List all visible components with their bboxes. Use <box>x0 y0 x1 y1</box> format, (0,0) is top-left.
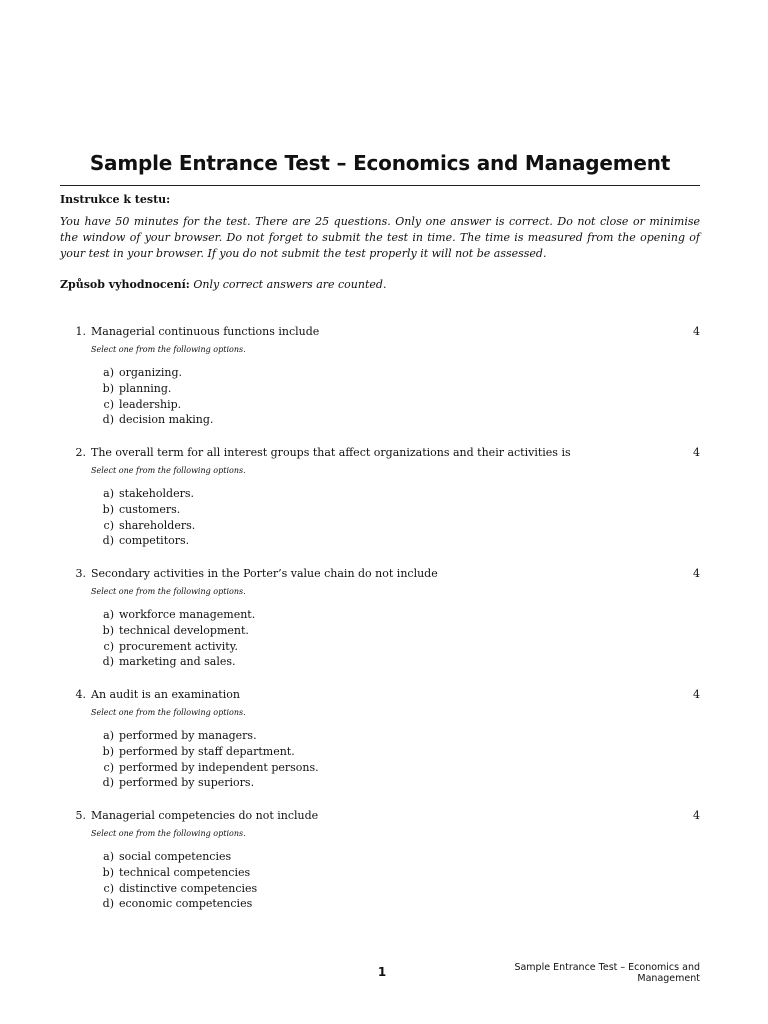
option-b[interactable] <box>60 502 700 518</box>
question-points: 4 <box>693 688 700 701</box>
question-number: 4. <box>75 688 86 701</box>
option-list <box>60 365 700 428</box>
option-text: procurement activity. <box>119 639 238 653</box>
option-letter: b) <box>102 623 114 637</box>
option-text: performed by staff department. <box>119 744 295 758</box>
option-text: social competencies <box>119 850 232 863</box>
option-b[interactable] <box>60 744 700 760</box>
question-number: 2. <box>75 446 86 459</box>
footer-title <box>500 962 700 984</box>
option-letter: b) <box>102 502 114 516</box>
question-points: 4 <box>693 446 700 459</box>
option-b[interactable] <box>60 623 700 639</box>
option-letter: c) <box>103 639 114 653</box>
option-letter: c) <box>103 397 114 411</box>
option-letter: b) <box>102 381 114 395</box>
question-header <box>60 445 700 461</box>
question-header <box>60 808 700 824</box>
option-list <box>60 607 700 670</box>
option-a[interactable] <box>60 365 700 381</box>
question-2 <box>60 445 700 549</box>
option-text: marketing and sales. <box>119 655 236 669</box>
question-instruction: Select one from the following options. <box>91 708 246 717</box>
option-c[interactable] <box>60 639 700 655</box>
question-1 <box>60 324 700 428</box>
option-text: distinctive competencies <box>119 881 258 895</box>
question-points: 4 <box>693 809 700 822</box>
option-text: competitors. <box>119 534 190 548</box>
footer-title-line-2: Management <box>637 973 700 984</box>
question-4 <box>60 687 700 791</box>
option-text: shareholders. <box>119 518 196 532</box>
option-text: technical competencies <box>119 865 251 879</box>
question-text: Secondary activities in the Porter’s value chain do not include <box>91 567 438 580</box>
option-c[interactable] <box>60 760 700 776</box>
option-a[interactable] <box>60 849 700 865</box>
question-instruction: Select one from the following options. <box>91 587 246 596</box>
option-text: performed by superiors. <box>119 776 255 790</box>
option-letter: c) <box>103 881 114 895</box>
question-points: 4 <box>693 567 700 580</box>
option-c[interactable] <box>60 518 700 534</box>
question-header <box>60 566 700 582</box>
option-letter: c) <box>103 760 114 774</box>
question-instruction: Select one from the following options. <box>91 829 246 838</box>
option-text: leadership. <box>119 397 182 411</box>
option-letter: a) <box>103 487 114 500</box>
question-text: An audit is an examination <box>91 688 240 701</box>
option-list <box>60 486 700 549</box>
option-letter: a) <box>103 729 114 742</box>
option-list <box>60 728 700 791</box>
option-letter: b) <box>102 865 114 879</box>
question-instruction: Select one from the following options. <box>91 466 246 475</box>
option-d[interactable] <box>60 533 700 549</box>
option-d[interactable] <box>60 654 700 670</box>
option-text: performed by independent persons. <box>119 760 319 774</box>
option-text: technical development. <box>119 623 249 637</box>
title-divider <box>60 185 700 186</box>
question-3 <box>60 566 700 670</box>
option-text: planning. <box>119 381 172 395</box>
option-letter: d) <box>102 413 114 427</box>
option-text: stakeholders. <box>119 487 194 500</box>
footer-title-line-1: Sample Entrance Test – Economics and <box>514 962 700 973</box>
option-letter: a) <box>103 366 114 379</box>
page-title: Sample Entrance Test – Economics and Management <box>89 151 671 175</box>
option-a[interactable] <box>60 728 700 744</box>
option-letter: a) <box>103 850 114 863</box>
instructions-heading: Instrukce k testu: <box>60 193 171 206</box>
page-number: 1 <box>377 965 387 979</box>
option-b[interactable] <box>60 865 700 881</box>
option-d[interactable] <box>60 775 700 791</box>
option-text: workforce management. <box>119 608 256 621</box>
question-instruction: Select one from the following options. <box>91 345 246 354</box>
option-c[interactable] <box>60 397 700 413</box>
option-letter: c) <box>103 518 114 532</box>
question-number: 5. <box>75 809 86 822</box>
question-5 <box>60 808 700 912</box>
option-d[interactable] <box>60 896 700 912</box>
option-letter: b) <box>102 744 114 758</box>
option-a[interactable] <box>60 607 700 623</box>
option-letter: d) <box>102 776 114 790</box>
option-letter: d) <box>102 655 114 669</box>
question-number: 1. <box>75 325 86 338</box>
question-header <box>60 324 700 340</box>
question-text: Managerial continuous functions include <box>91 325 320 338</box>
option-text: decision making. <box>119 413 214 427</box>
option-text: performed by managers. <box>119 729 257 742</box>
option-letter: a) <box>103 608 114 621</box>
option-text: customers. <box>119 502 181 516</box>
evaluation-text: Only correct answers are counted. <box>193 278 387 291</box>
option-text: organizing. <box>119 366 183 379</box>
question-text: The overall term for all interest groups that affect organizations and their activities is <box>91 446 571 459</box>
option-letter: d) <box>102 897 114 911</box>
option-d[interactable] <box>60 412 700 428</box>
option-text: economic competencies <box>119 897 253 911</box>
question-header <box>60 687 700 703</box>
question-number: 3. <box>75 567 86 580</box>
evaluation-line <box>60 277 386 293</box>
option-list <box>60 849 700 912</box>
option-c[interactable] <box>60 881 700 897</box>
evaluation-label: Způsob vyhodnocení: <box>60 278 190 291</box>
option-b[interactable] <box>60 381 700 397</box>
option-a[interactable] <box>60 486 700 502</box>
question-text: Managerial competencies do not include <box>91 809 319 822</box>
question-points: 4 <box>693 325 700 338</box>
instructions-text: You have 50 minutes for the test. There are 25 questions. Only one answer is correct. Do not close or minimise the window of your browser. Do not forget to submit the test in time. The time is measured from the opening of your test in your browser. If you do not submit the test properly it will not be assessed. <box>60 215 700 260</box>
option-letter: d) <box>102 534 114 548</box>
